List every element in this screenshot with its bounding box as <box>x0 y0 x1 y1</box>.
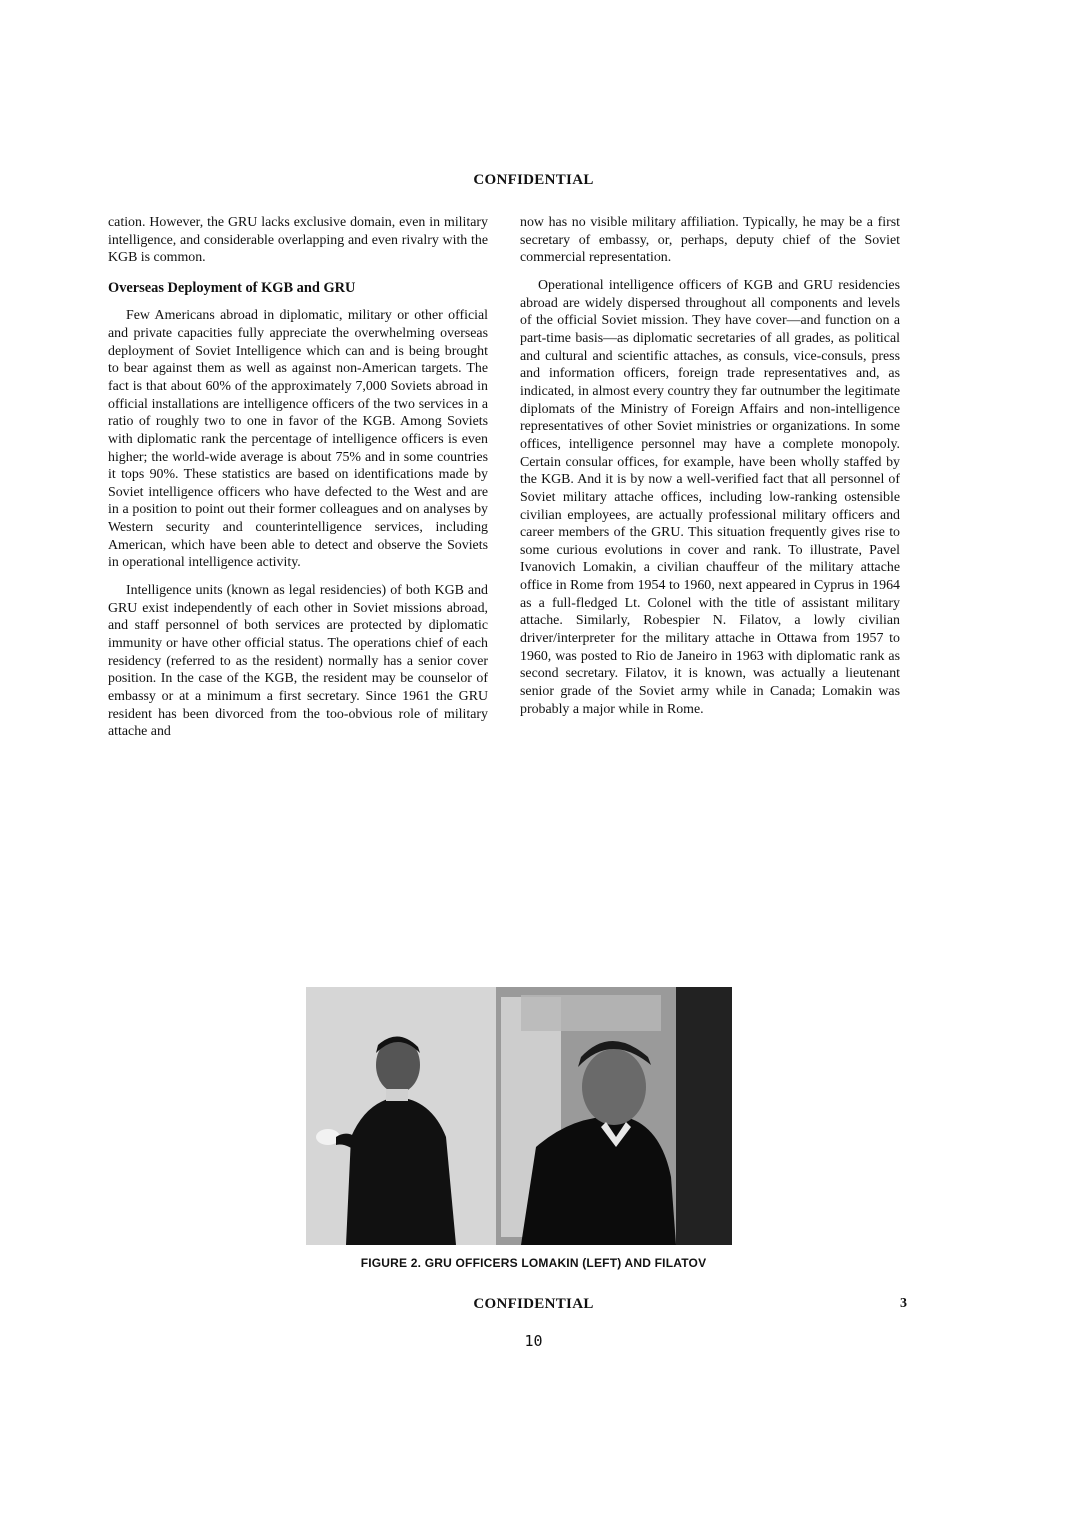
left-paragraph-1: cation. However, the GRU lacks exclusive domain, even in military intelligence, and considerable overlapping and even rivalry with the KGB is common. <box>108 215 488 266</box>
right-column <box>520 214 900 728</box>
header-classification: CONFIDENTIAL <box>473 172 594 188</box>
figure-photograph <box>306 987 732 1245</box>
left-paragraph-2: Few Americans abroad in diplomatic, military or other official and private capacities fully appreciate the overwhelming overseas deployment of Soviet Intelligence which can and is being brought to bear against them as well as against non-American targets. The fact is that about 60% of the approximately 7,000 Soviets abroad in official installations are intelligence officers of the two services in a ratio of roughly two to one in favor of the KGB. Among Soviets with diplomatic rank the percentage of intelligence officers is even higher; the world-wide average is about 75% and in some countries it tops 90%. These statistics are based on identifications made by Soviet intelligence officers who have defected to the West and are in a position to point out their former colleagues and on analyses by Western security and counterintelligence services, including American, which have been able to detect and observe the Soviets in operational intelligence activity. <box>108 308 488 571</box>
right-paragraph-1: now has no visible military affiliation. Typically, he may be a first secretary of embassy, or, perhaps, deputy chief of the Soviet commercial representation. <box>520 215 900 266</box>
page-number: 10 <box>524 1332 543 1350</box>
left-column <box>108 214 488 751</box>
right-paragraph-2: Operational intelligence officers of KGB and GRU residencies abroad are widely dispersed throughout all components and levels of the official Soviet mission. They have cover—and function on a part-time basis—as diplomatic secretaries of all grades, as political and cultural and scientific attaches, as consuls, vice-consuls, press and information officers, foreign trade representatives and, as indicated, in almost every country they far outnumber the legitimate diplomats of the Ministry of Foreign Affairs and non-intelligence representatives of other Soviet ministries or organizations. In some offices, intelligence personnel may have a complete monopoly. Certain consular offices, for example, have been wholly staffed by the KGB. And it is by now a well-verified fact that all personnel of Soviet military attache offices, including low-ranking ostensible civilian employees, are actually professional military officers and career members of the GRU. This situation frequently gives rise to some curious evolutions in cover and rank. To illustrate, Pavel Ivanovich Lomakin, a civilian chauffeur of the military attache office in Rome from 1954 to 1960, next appeared in Cyprus in 1964 as a full-fledged Lt. Colonel with the title of assistant military attache. Similarly, Robespier N. Filatov, a lowly civilian driver/interpreter for the military attache in Ottawa from 1957 to 1960, was posted to Rio de Janeiro in 1963 with diplomatic rank as second secretary. Filatov, it is known, was actually a lieutenant senior grade of the Soviet army while in Canada; Lomakin was probably a major while in Rome. <box>520 277 900 717</box>
left-paragraph-3: Intelligence units (known as legal residencies) of both KGB and GRU exist independently of each other in Soviet missions abroad, and staff personnel of both services are protected by diplomatic immunity or have other official status. The operations chief of each residency (referred to as the resident) normally has a senior cover position. In the case of the KGB, the resident may be counselor of embassy or at a minimum a first secretary. Since 1961 the GRU resident has been divorced from the too-obvious role of military attache and <box>108 583 488 740</box>
photo-illustration <box>306 987 732 1245</box>
footer-classification: CONFIDENTIAL <box>473 1296 594 1312</box>
section-page-number: 3 <box>900 1296 907 1311</box>
figure-caption: FIGURE 2. GRU OFFICERS LOMAKIN (LEFT) AND FILATOV <box>360 1256 707 1270</box>
section-heading: Overseas Deployment of KGB and GRU <box>108 279 356 296</box>
